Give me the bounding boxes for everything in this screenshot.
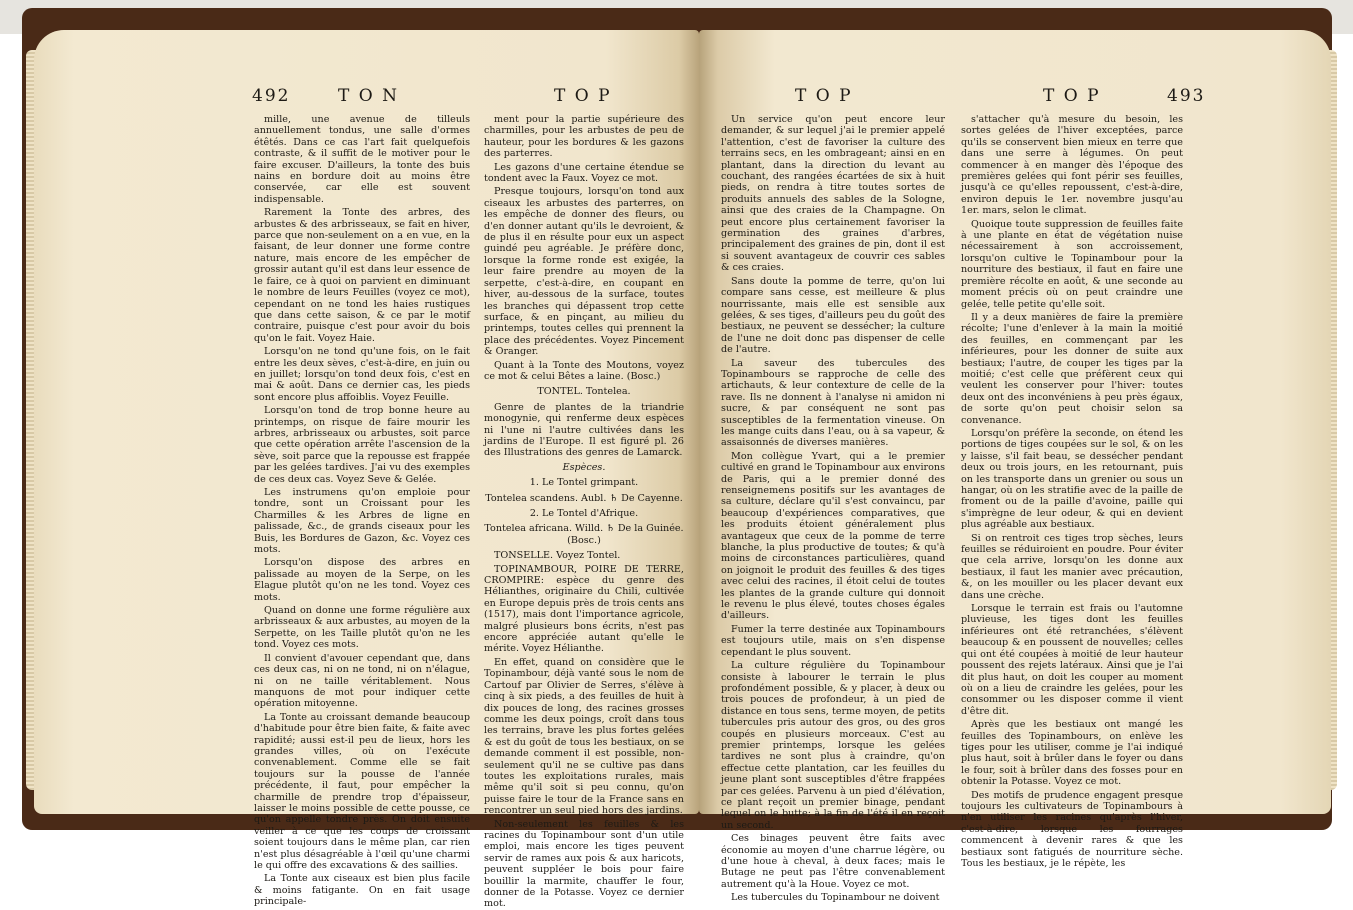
species-line: 1. Le Tontel grimpant. — [529, 477, 639, 489]
paragraph: Il y a deux manières de faire la première récolte; l'une d'enlever à la main la moitié des feuilles, en commençant par les inférieures, pour les donner de suite aux bestiaux; l'autre, de couper les tiges par la moitié; c'est celle que préfèrent ceux qui veulent les conserver pour l'hiver: toutes deux ont des inconvéniens à peu près égaux, de sorte qu'on peut choisir selon sa convenance. — [961, 311, 1183, 426]
paragraph: Lorsqu'on ne tond qu'une fois, on le fait entre les deux sèves, c'est-à-dire, en juin ou en juillet; lorsqu'on tond deux fois, c'est en mai & août. Dans ce dernier cas, les pieds sont encore plus affoiblis. Voyez Feuille. — [254, 346, 470, 403]
paragraph: Il convient d'avouer cependant que, dans ces deux cas, ni on ne tond, ni on n'élague, ni on ne taille véritablement. Nous manquons de mot pour indiquer cette opération mitoyenne. — [254, 652, 470, 710]
paragraph: Les gazons d'une certaine étendue se tondent avec la Faux. Voyez ce mot. — [484, 161, 684, 185]
paragraph: Si on rentroit ces tiges trop sèches, leurs feuilles se réduiroient en poudre. Pour éviter que cela arrive, lorsqu'on les donne aux bestiaux, il faut les manier avec précaution, &, on les mouiller ou les placer devant eux dans une crèche. — [961, 532, 1183, 601]
paragraph: Quoique toute suppression de feuilles faite à une plante en état de végétation nuise nécessairement à son accroissement, lorsqu'on cultive le Topinambour pour la nourriture des bestiaux, il faut en faire une première récolte en août, & une seconde au moment précis où on peut craindre une gelée, telle petite qu'elle soit. — [961, 218, 1183, 310]
paragraph: Des motifs de prudence engagent presque toujours les cultivateurs de Topinambours à n'en utiliser les racines qu'après l'hiver, c'est-à-dire, lorsque les fourrages commencent à devenir rares & que les bestiaux sont fatigués de nourriture sèche. Tous les bestiaux, je le répète, les — [961, 789, 1183, 869]
right-page-number: 493 — [1167, 86, 1206, 106]
paragraph: mille, une avenue de tilleuls annuellement tondus, une salle d'ormes étêtés. Dans ce cas l'art fait quelquefois contraste, & il suffit de le motiver pour le faire excuser. D'ailleurs, la tonte des buis nains en bordure doit au moins être conservée, car elle est souvent indispensable. — [254, 114, 470, 205]
paragraph: Non-seulement les feuilles & les racines du Topinambour sont d'un utile emploi, mais encore les tiges peuvent servir de rames aux pois & aux haricots, peuvent suppléer le bois pour faire bouillir la marmite, chauffer le four, donner de la Potasse. Voyez ce dernier mot. — [484, 818, 684, 910]
paragraph: Rarement la Tonte des arbres, des arbustes & des arbrisseaux, se fait en hiver, parce que non-seulement on a en vue, en la faisant, de leur donner une forme contre nature, mais encore de les empêcher de grossir autant qu'il est dans leur essence de le faire, ce à quoi on parvient en diminuant le nombre de leurs Feuilles (voyez ce mot), cependant on ne tond les haies rustiques que dans cette saison, & ce par le motif contraire, puisque c'est pour avoir du bois qu'on le fait. Voyez Haie. — [254, 207, 470, 344]
left-column-1 — [254, 114, 470, 908]
paragraph: ment pour la partie supérieure des charmilles, pour les arbustes de peu de hauteur, pour les bordures & les gazons des parterres. — [484, 114, 684, 160]
species-line: Tontelea africana. Willd. ♄ De la Guinée. (Bosc.) — [484, 523, 684, 546]
paragraph: La Tonte au croissant demande beaucoup d'habitude pour être bien faite, & faite avec rapidité; aussi est-il peu de lieux, hors les grandes villes, où on l'exécute convenablement. Comme elle se fait toujours sur la pousse de l'année précédente, il faut, pour empêcher la charmille de prendre trop d'épaisseur, laisser le moins possible de cette pousse, ce qu'on appelle tondre près. On doit ensuite veiller à ce que les coups de croissant soient toujours dans le même plan, car rien n'est plus désagréable à l'œil qu'une charmi le qui offre des excavations & des saillies. — [254, 711, 470, 871]
paragraph: En effet, quand on considère que le Topinambour, déjà vanté sous le nom de Cartouf par Olivier de Serres, s'élève à cinq à six pieds, a des feuilles de huit à dix pouces de long, des racines grosses comme les deux poings, croît dans tous les terrains, brave les plus fortes gelées & est du goût de tous les bestiaux, on se demande comment il est possible, non-seulement qu'il ne se cultive pas dans toutes les exploitations rurales, mais même qu'il soit si peu connu, qu'on puisse faire le tour de la France sans en rencontrer un seul pied hors des jardins. — [484, 656, 684, 817]
paragraph: Les tubercules du Topinambour ne doivent — [731, 892, 940, 904]
right-running-head-left: T O P — [795, 86, 853, 106]
paragraph: Lorsqu'on dispose des arbres en palissade au moyen de la Serpe, on les Elague plutôt qu'on ne les tond. Voyez ces mots. — [254, 557, 470, 603]
section-heading-tontel: TONTEL. Tontelea. — [537, 386, 631, 398]
left-column-2 — [484, 114, 684, 910]
paragraph: Un service qu'on peut encore leur demander, & sur lequel j'ai le premier appelé l'attention, c'est de favoriser la culture des terrains secs, en les ombrageant; ainsi en en plantant, dans la direction du levant au couchant, des rangées écartées de six à huit pieds, on rendra à titre toutes sortes de produits annuels des sables de la Sologne, ainsi que des craies de la Champagne. On peut encore plus certainement favoriser la germination des graines d'arbres, principalement des graines de pin, dont il est si souvent avantageux de couvrir ces sables & ces craies. — [721, 114, 945, 274]
left-page-number: 492 — [252, 86, 291, 106]
paragraph: Quand on donne une forme régulière aux arbrisseaux & aux arbustes, au moyen de la Serpette, on les Taille plutôt qu'on ne les tond. Voyez ces mots. — [254, 605, 470, 651]
right-column-2 — [961, 114, 1183, 869]
paragraph: Lorsqu'on préfère la seconde, on étend les portions de tiges coupées sur le sol, & on les y laisse, s'il fait beau, se dessécher pendant deux ou trois jours, en les retournant, puis on les transporte dans un grenier ou sous un hangar, où on les stratifie avec de la paille de froment ou de la paille d'avoine, paille qui s'imprègne de leur odeur, & qui en devient plus agréable aux bestiaux. — [961, 427, 1183, 531]
paragraph: Les instrumens qu'on emploie pour tondre, sont un Croissant pour les Charmilles & les Arbres de ligne en palissade, &c., de grands ciseaux pour les Buis, les Bordures de Gazon, &c. Voyez ces mots. — [254, 487, 470, 556]
especes-heading: Espèces. — [562, 461, 606, 473]
paragraph: La culture régulière du Topinambour consiste à labourer le terrain le plus profondément possible, & y placer, à deux ou trois pouces de profondeur, à un pied de distance en tous sens, terme moyen, de petits tubercules pris autour des gros, ou des gros coupés en plusieurs morceaux. C'est au premier printemps, lorsque les gelées tardives ne sont plus à craindre, qu'on effectue cette plantation, car les feuilles du jeune plant sont susceptibles d'être frappées par ces gelées. Parvenu à un pied d'élévation, ce plant reçoit un premier binage, pendant lequel on le butte; à la fin de l'été il en reçoit un second. — [721, 660, 945, 831]
left-page — [34, 30, 699, 910]
right-column-1 — [721, 114, 945, 904]
paragraph: Après que les bestiaux ont mangé les feuilles des Topinambours, on enlève les tiges pour les utiliser, comme je l'ai indiqué plus haut, soit à brûler dans le foyer ou dans le four, soit à brûler dans des fosses pour en obtenir la Potasse. Voyez ce mot. — [961, 719, 1183, 788]
left-running-head-right: T O P — [554, 86, 612, 106]
left-running-head-left: T O N — [338, 86, 399, 106]
right-page — [699, 30, 1331, 904]
paragraph: Genre de plantes de la triandrie monogynie, qui renferme deux espèces ni l'une ni l'autre cultivées dans les jardins de l'Europe. Il est figuré pl. 26 des Illustrations des genres de Lamarck. — [484, 401, 684, 459]
right-running-head-right: T O P — [1043, 86, 1101, 106]
paragraph: Quant à la Tonte des Moutons, voyez ce mot & celui Bêtes a laine. (Bosc.) — [484, 359, 684, 382]
paragraph: Presque toujours, lorsqu'on tond aux ciseaux les arbustes des parterres, on les empêche de donner des fleurs, ou d'en donner autant qu'ils le devroient, & de plus il en résulte pour eux un aspect guindé peu agréable. Je préfère donc, lorsque la forme ronde est exigée, la leur faire prendre au moyen de la serpette, c'est-à-dire, en coupant en hiver, au-dessous de la surface, toutes les branches qui dépassent trop cette surface, & en pinçant, au milieu du printemps, toutes celles qui prennent la place des précédentes. Voyez Pincement & Oranger. — [484, 186, 684, 358]
paragraph: Sans doute la pomme de terre, qu'on lui compare sans cesse, est meilleure & plus nourrissante, mais elle est sensible aux gelées, & ses tiges, d'ailleurs peu du goût des bestiaux, ne peuvent se dessécher; la culture de l'une ne doit donc pas dispenser de celle de l'autre. — [721, 275, 945, 356]
paragraph: TOPINAMBOUR, POIRE DE TERRE, CROMPIRE: espèce du genre des Hélianthes, originaire du Chili, cultivée en Europe depuis près de trois cents ans (1517), mais dont l'importance agricole, malgré plusieurs bons écrits, n'est pas encore appréciée autant qu'elle le mérite. Voyez Hélianthe. — [484, 563, 684, 655]
paragraph: Ces binages peuvent être faits avec économie au moyen d'une charrue légère, ou d'une houe à cheval, à deux faces; mais le Butage ne peut pas l'être convenablement autrement qu'à la Houe. Voyez ce mot. — [721, 833, 945, 890]
paragraph: Fumer la terre destinée aux Topinambours est toujours utile, mais on s'en dispense cependant le plus souvent. — [721, 623, 945, 658]
paragraph: s'attacher qu'à mesure du besoin, les sortes gelées de l'hiver exceptées, parce qu'ils se conservent bien mieux en terre que dans une serre à légumes. On peut commencer à en manger dès l'époque des premières gelées qui font périr ses feuilles, jusqu'à ce qu'elles repoussent, c'est-à-dire, environ depuis le 1er. novembre jusqu'au 1er. mars, selon le climat. — [961, 114, 1183, 217]
paragraph: TONSELLE. Voyez Tontel. — [494, 550, 621, 562]
species-line: Tontelea scandens. Aubl. ♄ De Cayenne. — [485, 492, 683, 504]
paragraph: Mon collègue Yvart, qui a le premier cultivé en grand le Topinambour aux environs de Paris, qui a le premier donné des renseignemens positifs sur les avantages de sa culture, déclare qu'il s'est convaincu, par beaucoup d'expériences comparatives, que les produits étoient généralement plus avantageux que ceux de la pomme de terre blanche, la plus productive de toutes; & qu'à moins de circonstances particulières, quand on joignoit le produit des feuilles & des tiges avec celui des racines, il étoit celui de toutes les plantes de la grande culture qui donnoit le revenu le plus élevé, toutes choses égales d'ailleurs. — [721, 450, 945, 622]
paragraph: La saveur des tubercules des Topinambours se rapproche de celle des artichauts, & leur contexture de celle de la rave. Ils ne donnent à l'analyse ni amidon ni sucre, & par conséquent ne sont pas susceptibles de la fermentation vineuse. On les mange cuits dans l'eau, ou à sa vapeur, & assaisonnés de diverses manières. — [721, 357, 945, 449]
paragraph: Lorsqu'on tond de trop bonne heure au printemps, on risque de faire mourir les arbres, arbrisseaux ou arbustes, soit parce que cette opération arrête l'ascension de la sève, soit parce que la repousse est frappée par les gelées tardives. J'ai vu des exemples de ces deux cas. Voyez Seve & Gelée. — [254, 405, 470, 485]
paragraph: Lorsque le terrain est frais ou l'automne pluvieuse, les tiges dont les feuilles inférieures ont été retranchées, s'élèvent beaucoup & en poussent de nouvelles; celles qui ont été coupées à moitié de leur hauteur poussent des rejets latéraux. Ainsi que je l'ai dit plus haut, on doit les couper au moment où on a lieu de craindre les gelées, pour les consommer ou les disposer comme il vient d'être dit. — [961, 603, 1183, 717]
paragraph: La Tonte aux ciseaux est bien plus facile & moins fatigante. On en fait usage principale- — [254, 873, 470, 908]
species-line: 2. Le Tontel d'Afrique. — [529, 508, 639, 519]
